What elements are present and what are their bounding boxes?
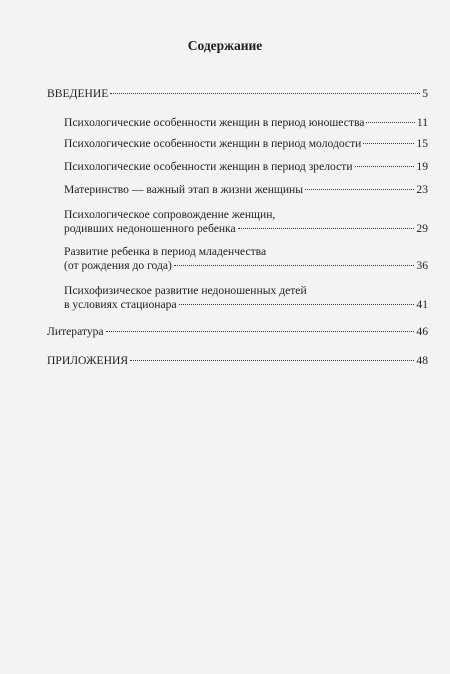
dot-leader [179, 304, 415, 305]
toc-entry-label: Психологические особенности женщин в период молодости [64, 137, 362, 150]
toc-entry-label: Психологические особенности женщин в период юношества [64, 116, 365, 129]
toc-page-number: 11 [416, 116, 428, 129]
toc-page-number: 19 [416, 160, 428, 173]
toc-entry-appendices [47, 354, 428, 368]
toc-entry-label-line2: родивших недоношенного ребенка [64, 222, 236, 235]
toc-entry-infant-development [64, 245, 428, 273]
dot-leader [130, 360, 414, 361]
toc-page-number: 48 [416, 354, 428, 367]
toc-entry-label: ВВЕДЕНИЕ [47, 87, 109, 100]
toc-entry-young-adulthood [64, 137, 428, 151]
toc-entry-label-line1: Психологическое сопровождение женщин, [64, 208, 276, 221]
toc-entry-psychological-support [64, 208, 428, 236]
toc-entry-maturity [64, 160, 428, 174]
toc-page-number: 46 [416, 325, 428, 338]
toc-entry-references [47, 325, 428, 339]
toc-page-number: 15 [416, 137, 428, 150]
dot-leader [363, 143, 414, 144]
toc-entry-label: Литература [47, 325, 104, 338]
dot-leader [355, 166, 415, 167]
dot-leader [366, 122, 414, 123]
toc-page-number: 41 [416, 298, 428, 311]
toc-entry-label-line2: в условиях стационара [64, 298, 177, 311]
toc-page-number: 29 [416, 222, 428, 235]
toc-entry-label-line2: (от рождения до года) [64, 259, 172, 272]
dot-leader [238, 228, 415, 229]
dot-leader [174, 265, 415, 266]
toc-entry-label: ПРИЛОЖЕНИЯ [47, 354, 129, 367]
toc-page-number: 23 [416, 183, 428, 196]
toc-entry-label-line1: Развитие ребенка в период младенчества [64, 245, 267, 258]
toc-entry-premature-development [64, 284, 428, 312]
dot-leader [110, 93, 420, 94]
toc-entry-label: Материнство — важный этап в жизни женщины [64, 183, 304, 196]
toc-page-number: 5 [422, 87, 428, 100]
toc-entry-motherhood [64, 183, 428, 197]
toc-page-number: 36 [416, 259, 428, 272]
toc-entry-label: Психологические особенности женщин в период зрелости [64, 160, 353, 173]
page-title: Содержание [187, 38, 263, 53]
toc-entry-label-line1: Психофизическое развитие недоношенных детей [64, 284, 307, 297]
toc-entry-youth [64, 116, 428, 130]
toc-entry-introduction [47, 87, 428, 101]
dot-leader [106, 331, 415, 332]
dot-leader [305, 189, 414, 190]
